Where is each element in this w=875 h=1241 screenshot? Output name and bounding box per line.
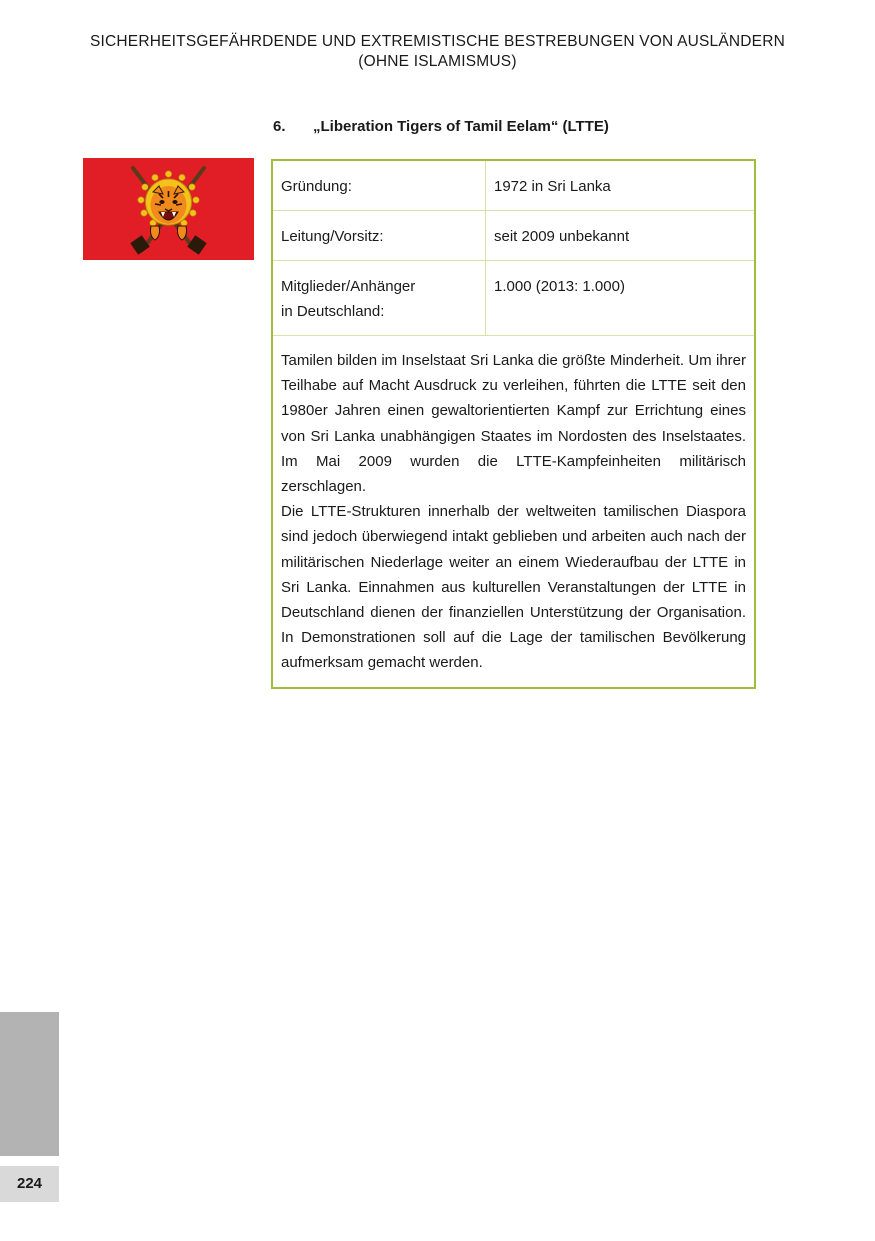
fact-table xyxy=(273,161,754,336)
description-text xyxy=(273,336,754,676)
leadership-value: seit 2009 unbekannt xyxy=(486,211,755,261)
section-number: 6. xyxy=(273,118,286,135)
founding-value: 1972 in Sri Lanka xyxy=(486,161,755,211)
members-label-line-1: Mitglieder/Anhänger xyxy=(281,278,416,295)
members-value: 1.000 (2013: 1.000) xyxy=(486,261,755,336)
table-row xyxy=(273,211,754,261)
table-row xyxy=(273,161,754,211)
description-paragraph-1: Tamilen bilden im Inselstaat Sri Lanka die größte Minderheit. Um ihrer Teilhabe auf Macht Ausdruck zu verleihen, führten die LTTE seit den 1980er Jahren einen gewaltorientierten Kampf zur Errichtung eines von Sri Lanka unabhängigen Staates im Nordosten des Inselstaates. Im Mai 2009 wurden die LTTE-Kampfeinheiten militärisch zerschlagen. xyxy=(281,352,746,496)
running-head xyxy=(0,32,875,72)
founding-label: Gründung: xyxy=(273,161,486,211)
leadership-label: Leitung/Vorsitz: xyxy=(273,211,486,261)
running-head-line-1: SICHERHEITSGEFÄHRDENDE UND EXTREMISTISCHE BESTREBUNGEN VON AUSLÄNDERN xyxy=(89,33,786,50)
ltte-flag-image xyxy=(83,158,254,260)
tiger-emblem-icon xyxy=(83,158,254,260)
page-number: 224 xyxy=(0,1166,59,1202)
table-row xyxy=(273,261,754,336)
side-margin-bar xyxy=(0,1012,59,1156)
members-label-line-2: in Deutschland: xyxy=(281,303,385,320)
members-label xyxy=(273,261,486,336)
fact-box xyxy=(271,159,756,689)
section-heading xyxy=(273,118,609,135)
running-head-line-2: (OHNE ISLAMISMUS) xyxy=(358,53,517,70)
section-title: „Liberation Tigers of Tamil Eelam“ (LTTE) xyxy=(313,118,609,135)
description-paragraph-2: Die LTTE-Strukturen innerhalb der weltweiten tamilischen Diaspora sind jedoch überwiegend intakt geblieben und arbeiten auch nach der militärischen Niederlage weiter an einem Wiederaufbau der LTTE in Sri Lanka. Einnahmen aus kulturellen Veranstaltungen der LTTE in Deutschland dienen der finanziellen Unterstützung der Organisation. In Demonstrationen soll auf die Lage der tamilischen Bevölkerung aufmerksam gemacht werden. xyxy=(281,503,746,672)
